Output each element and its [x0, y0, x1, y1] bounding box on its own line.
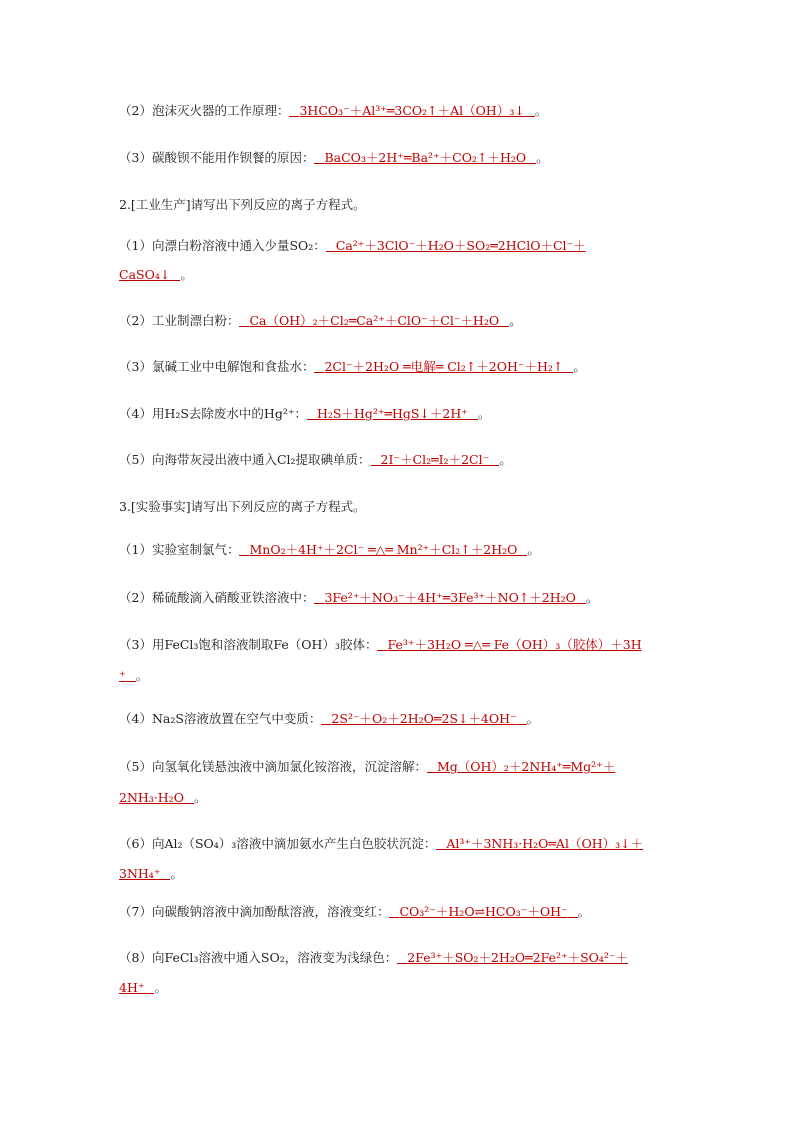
answer-blank-lead	[314, 151, 324, 164]
answer-blank-trail	[144, 981, 154, 994]
question-line	[119, 637, 642, 653]
question-line	[119, 904, 590, 920]
question-line	[119, 359, 586, 375]
answer-text: 2S²⁻＋O₂＋2H₂O═2S↓＋4OH⁻	[331, 711, 517, 726]
answer-text: 4H⁺	[119, 980, 145, 995]
answer-blank-trail	[160, 867, 170, 880]
answer-blank-lead	[239, 314, 249, 327]
question-text: （2）稀硫酸滴入硝酸亚铁溶液中：	[119, 590, 315, 605]
line-end-punct: 。	[585, 590, 599, 605]
question-text: （1）向漂白粉溶液中通入少量SO₂：	[119, 238, 326, 253]
answer-text: 2Fe³⁺＋SO₂＋2H₂O═2Fe²⁺＋SO₄²⁻＋	[407, 950, 629, 965]
question-line	[119, 452, 512, 468]
answer-blank-lead	[389, 905, 399, 918]
answer-blank-lead	[397, 951, 407, 964]
question-text: （3）碳酸钡不能用作钡餐的原因：	[119, 150, 315, 165]
answer-blank-trail	[563, 360, 573, 373]
question-line	[119, 313, 522, 329]
answer-blank-trail	[499, 314, 509, 327]
question-text: 2.[工业生产]请写出下列反应的离子方程式。	[119, 197, 366, 212]
question-line	[119, 790, 206, 806]
question-text: （5）向海带灰浸出液中通入Cl₂提取碘单质：	[119, 452, 371, 467]
line-end-punct: 。	[477, 406, 491, 421]
line-end-punct: 。	[499, 452, 512, 467]
line-end-punct: 。	[170, 866, 183, 881]
answer-blank-lead	[427, 760, 437, 773]
answer-text: ⁺	[119, 668, 126, 683]
question-line	[119, 980, 167, 996]
question-text: （5）向氢氧化镁悬浊液中滴加氯化铵溶液，沉淀溶解：	[119, 759, 427, 774]
answer-text: BaCO₃＋2H⁺═Ba²⁺＋CO₂↑＋H₂O	[324, 150, 527, 165]
answer-text: Al³⁺＋3NH₃·H₂O═Al（OH）₃↓＋	[446, 836, 644, 851]
question-text: （8）向FeCl₃溶液中通入SO₂，溶液变为浅绿色：	[119, 950, 398, 965]
answer-blank-trail	[517, 712, 527, 725]
answer-blank-trail	[489, 453, 499, 466]
answer-blank-trail	[526, 151, 536, 164]
answer-blank-trail	[184, 791, 194, 804]
line-end-punct: 。	[527, 542, 540, 557]
answer-blank-trail	[468, 407, 478, 420]
question-line	[119, 590, 598, 606]
line-end-punct: 。	[526, 711, 540, 726]
answer-text: Fe³⁺＋3H₂O ═△═ Fe（OH）₃（胶体）＋3H	[387, 637, 642, 652]
answer-text: H₂S＋Hg²⁺═HgS↓＋2H⁺	[316, 406, 468, 421]
answer-blank-lead	[314, 591, 324, 604]
question-line	[119, 238, 586, 254]
line-end-punct: 。	[135, 668, 149, 683]
answer-blank-trail	[126, 669, 136, 682]
answer-blank-lead	[377, 638, 387, 651]
line-end-punct: 。	[536, 150, 549, 165]
question-text: （4）Na₂S溶液放置在空气中变质：	[119, 711, 322, 726]
line-end-punct: 。	[193, 790, 207, 805]
answer-text: 2NH₃·H₂O	[119, 790, 184, 805]
answer-blank-trail	[525, 104, 535, 117]
question-text: （6）向Al₂（SO₄）₃溶液中滴加氨水产生白色胶状沉淀：	[119, 836, 437, 851]
question-line	[119, 759, 615, 775]
question-text: （2）泡沫灭火器的工作原理：	[119, 103, 290, 118]
section-heading	[119, 197, 366, 213]
question-text: （7）向碳酸钠溶液中滴加酚酞溶液，溶液变红：	[119, 904, 390, 919]
question-line	[119, 406, 490, 422]
question-line	[119, 103, 547, 119]
answer-blank-lead	[321, 712, 331, 725]
answer-blank-lead	[239, 543, 249, 556]
question-text: （3）氯碱工业中电解饱和食盐水：	[119, 359, 315, 374]
question-line	[119, 836, 643, 852]
question-text: （4）用H₂S去除废水中的Hg²⁺：	[119, 406, 307, 421]
answer-text: 2I⁻＋Cl₂═I₂＋2Cl⁻	[380, 452, 490, 467]
answer-blank-lead	[326, 239, 336, 252]
question-line	[119, 267, 193, 283]
question-line	[119, 668, 148, 684]
answer-blank-lead	[371, 453, 381, 466]
question-line	[119, 866, 183, 882]
question-line	[119, 711, 539, 727]
line-end-punct: 。	[573, 359, 586, 374]
answer-blank-lead	[314, 360, 324, 373]
line-end-punct: 。	[534, 103, 548, 118]
answer-text: 3Fe²⁺＋NO₃⁻＋4H⁺═3Fe³⁺＋NO↑＋2H₂O	[324, 590, 576, 605]
answer-blank-trail	[568, 905, 578, 918]
answer-text: MnO₂＋4H⁺＋2Cl⁻ ═△═ Mn²⁺＋Cl₂↑＋2H₂O	[249, 542, 518, 557]
question-line	[119, 150, 549, 166]
question-text: （1）实验室制氯气：	[119, 542, 240, 557]
answer-blank-trail	[576, 591, 586, 604]
question-line	[119, 542, 540, 558]
answer-blank-lead	[307, 407, 317, 420]
answer-text: 2Cl⁻＋2H₂O ═电解═ Cl₂↑＋2OH⁻＋H₂↑	[324, 359, 564, 374]
answer-text: 3HCO₃⁻＋Al³⁺═3CO₂↑＋Al（OH）₃↓	[299, 103, 525, 118]
question-text: （3）用FeCl₃饱和溶液制取Fe（OH）₃胶体：	[119, 637, 378, 652]
question-line	[119, 950, 628, 966]
line-end-punct: 。	[577, 904, 591, 919]
answer-text: Mg（OH）₂＋2NH₄⁺═Mg²⁺＋	[436, 759, 616, 774]
question-text: （2）工业制漂白粉：	[119, 313, 240, 328]
question-text: 3.[实验事实]请写出下列反应的离子方程式。	[119, 499, 366, 514]
answer-blank-lead	[289, 104, 299, 117]
line-end-punct: 。	[180, 267, 193, 282]
answer-text: 3NH₄⁺	[119, 866, 161, 881]
answer-blank-lead	[436, 837, 446, 850]
section-heading	[119, 499, 366, 515]
answer-text: CaSO₄↓	[119, 267, 171, 282]
line-end-punct: 。	[154, 980, 167, 995]
line-end-punct: 。	[509, 313, 522, 328]
answer-text: CO₃²⁻＋H₂O⇌HCO₃⁻＋OH⁻	[399, 904, 568, 919]
answer-blank-trail	[517, 543, 527, 556]
answer-text: Ca（OH）₂＋Cl₂═Ca²⁺＋ClO⁻＋Cl⁻＋H₂O	[249, 313, 500, 328]
answer-blank-trail	[170, 268, 180, 281]
answer-text: Ca²⁺＋3ClO⁻＋H₂O＋SO₂═2HClO＋Cl⁻＋	[335, 238, 586, 253]
